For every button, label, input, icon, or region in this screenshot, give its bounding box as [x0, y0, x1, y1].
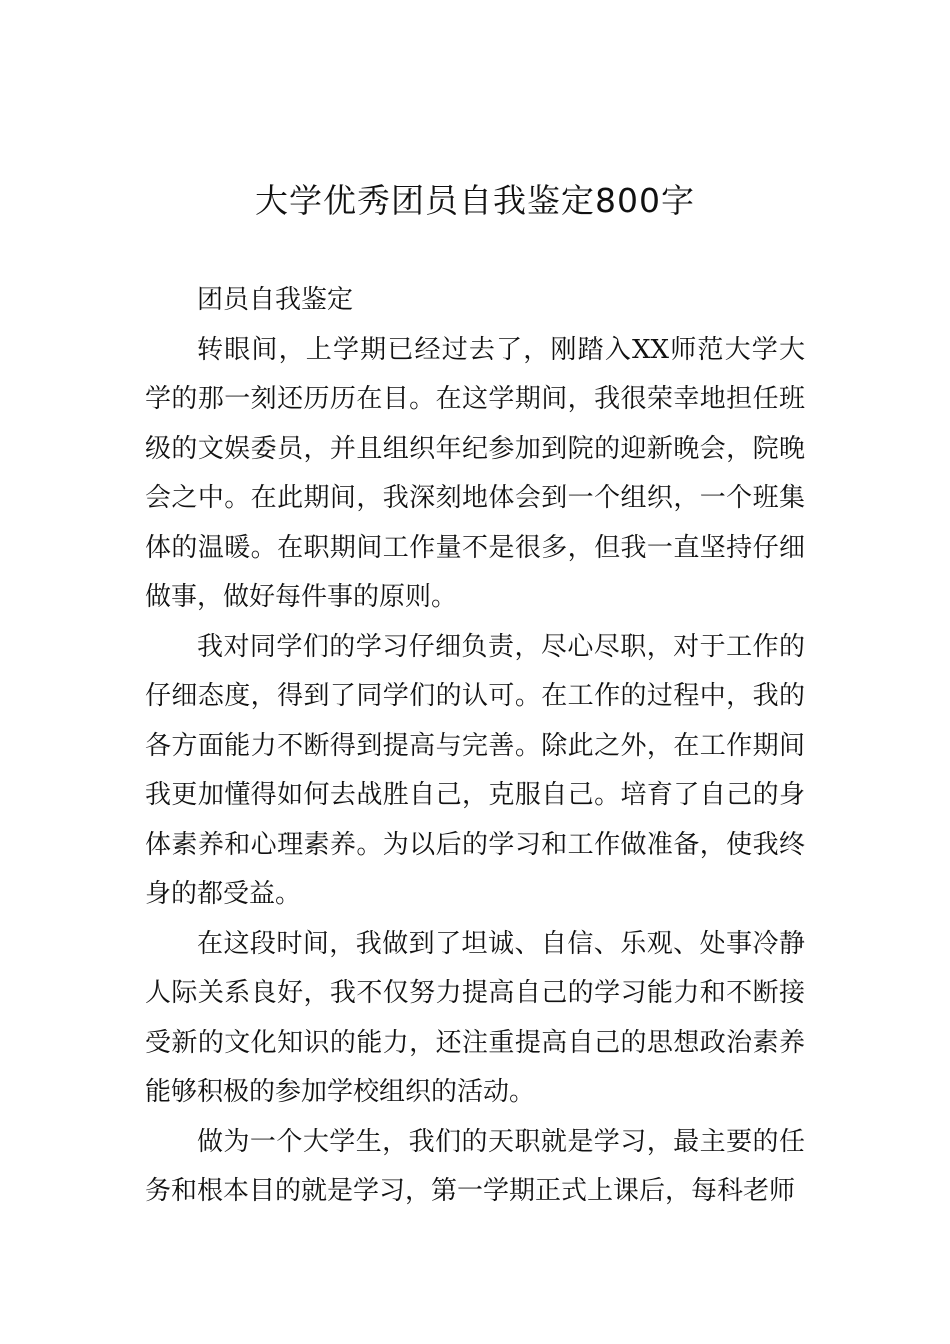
paragraph-2: 我对同学们的学习仔细负责，尽心尽职，对于工作的仔细态度，得到了同学们的认可。在工作的过程中，我的各方面能力不断得到提高与完善。除此之外，在工作期间我更加懂得如何去战胜自己，克服自己。培育了自己的身体素养和心理素养。为以后的学习和工作做准备，使我终身的都受益。: [145, 631, 805, 909]
document-body: [145, 276, 805, 1217]
paragraph-1: 转眼间，上学期已经过去了，刚踏入XX师范大学大学的那一刻还历历在目。在这学期间，我很荣幸地担任班级的文娱委员，并且组织年纪参加到院的迎新晚会，院晚会之中。在此期间，我深刻地体会到一个组织，一个班集体的温暖。在职期间工作量不是很多，但我一直坚持仔细做事，做好每件事的原则。: [145, 334, 805, 612]
document-title: 大学优秀团员自我鉴定800字: [255, 181, 695, 220]
subheading: 团员自我鉴定: [197, 285, 354, 315]
paragraph-4: 做为一个大学生，我们的天职就是学习，最主要的任务和根本目的就是学习，第一学期正式上课后，每科老师: [145, 1126, 805, 1206]
paragraph-3: 在这段时间，我做到了坦诚、自信、乐观、处事冷静人际关系良好，我不仅努力提高自己的学习能力和不断接受新的文化知识的能力，还注重提高自己的思想政治素养能够积极的参加学校组织的活动。: [145, 928, 805, 1107]
